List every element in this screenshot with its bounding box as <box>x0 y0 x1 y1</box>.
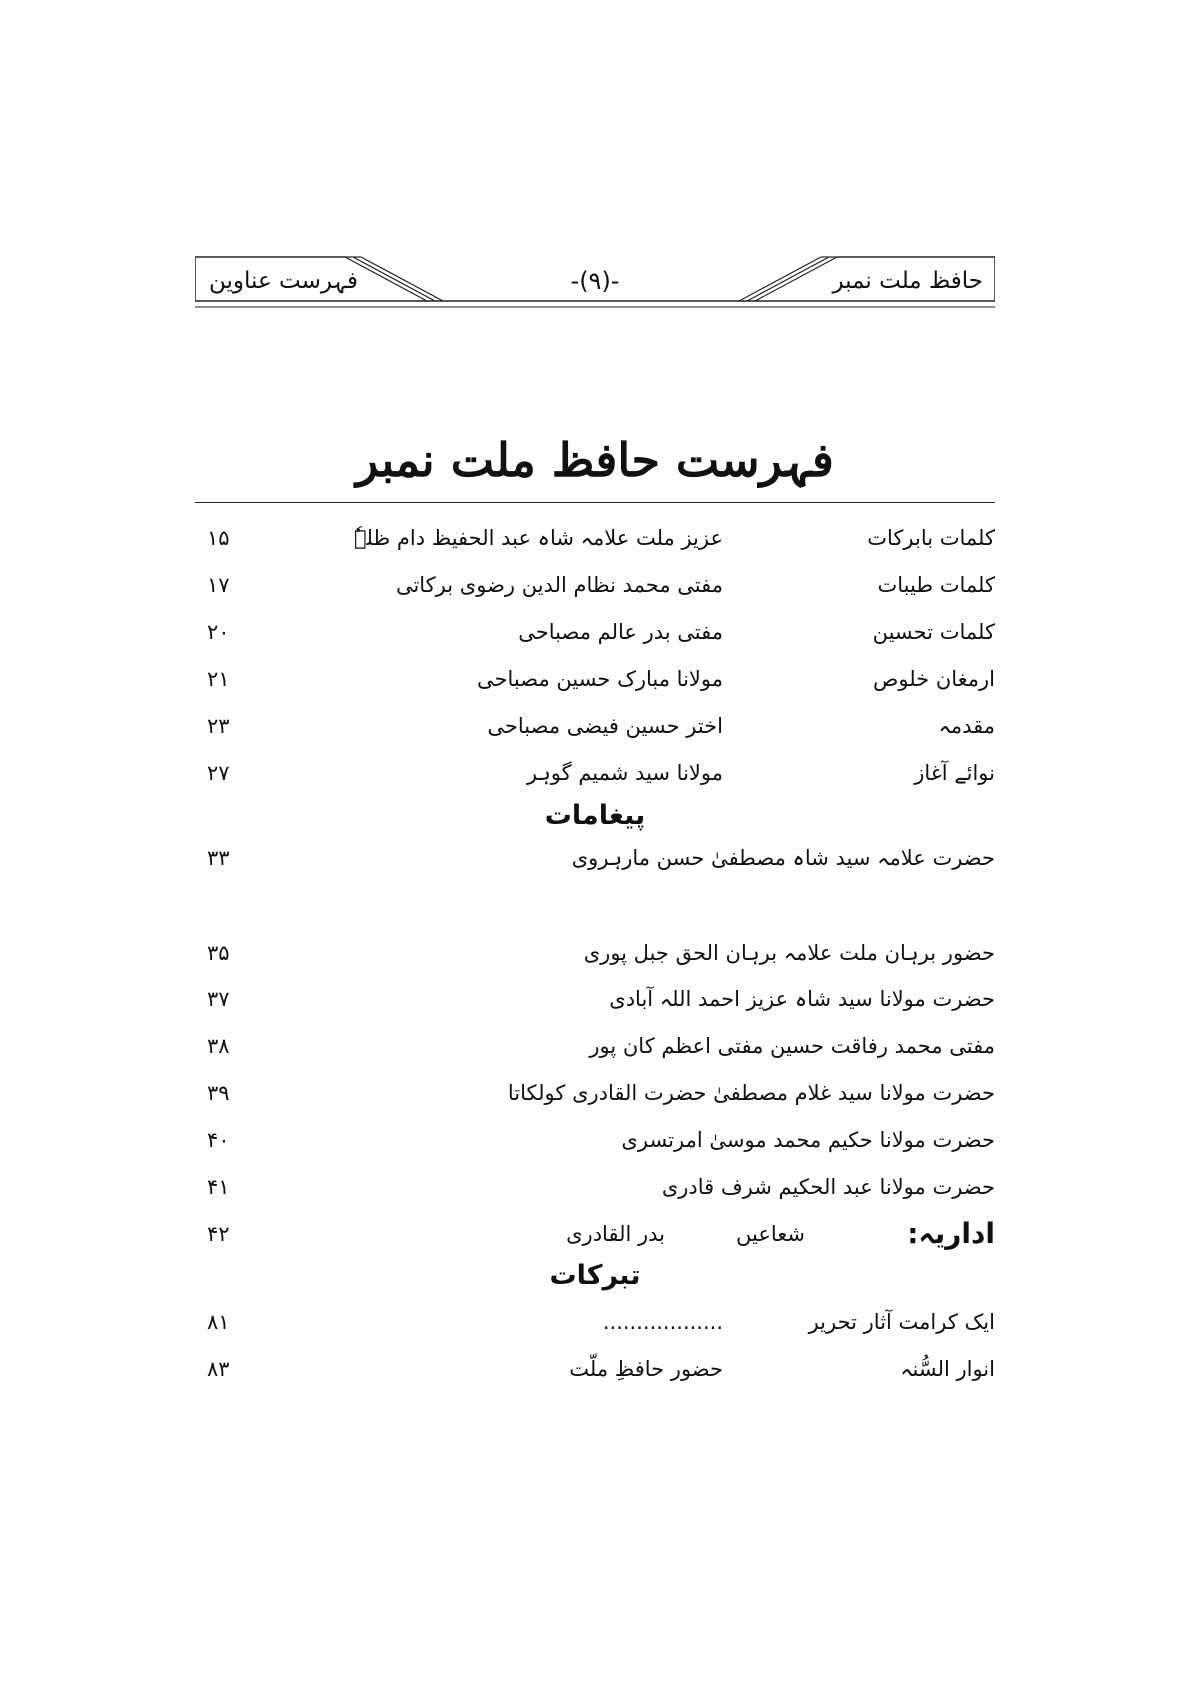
header-page-number: -(۹)- <box>570 267 620 295</box>
page-title: فہرست حافظ ملت نمبر <box>356 433 834 487</box>
idaria-title: شعاعیں <box>736 1222 805 1246</box>
toc-row <box>195 565 995 605</box>
idaria-label: اداریہ: <box>907 1217 995 1250</box>
toc-page-number: ۴۰ <box>207 1128 230 1152</box>
toc-title: حضرت مولانا عبد الحکیم شرف قادری <box>661 1175 995 1199</box>
toc-row <box>195 1073 995 1113</box>
toc-title: ایک کرامت آثار تحریر <box>808 1310 995 1334</box>
toc-page-number: ۳۹ <box>207 1081 230 1105</box>
toc-author: مولانا سید شمیم گوہر <box>526 761 723 785</box>
running-header <box>195 255 995 311</box>
toc-page-number: ۴۲ <box>207 1222 230 1246</box>
toc-title: انوار السُّنہ <box>900 1357 995 1381</box>
toc-page-number: ۳۷ <box>207 987 230 1011</box>
toc-author: مولانا مبارک حسین مصباحی <box>477 667 723 691</box>
toc-author: مفتی محمد نظام الدین رضوی برکاتی <box>395 573 723 597</box>
toc-row <box>195 659 995 699</box>
toc-row <box>195 1302 995 1342</box>
toc-row <box>195 933 995 973</box>
toc-row <box>195 838 995 878</box>
toc-row <box>195 1167 995 1207</box>
toc-page-number: ۲۱ <box>207 667 230 691</box>
header-journal-title: حافظ ملت نمبر <box>832 268 983 294</box>
toc-title: حضرت علامہ سید شاہ مصطفیٰ حسن مارہروی <box>571 846 995 870</box>
toc-title: ارمغان خلوص <box>872 667 995 691</box>
toc-row <box>195 1349 995 1389</box>
toc-page-number: ۳۸ <box>207 1034 230 1058</box>
section-heading-tabarrukat: تبرکات <box>549 1260 641 1291</box>
toc-title: حضرت مولانا سید غلام مصطفیٰ حضرت القادری کولکاتا <box>507 1081 995 1105</box>
toc-title: حضرت مولانا سید شاہ عزیز احمد اللہ آبادی <box>609 987 995 1011</box>
toc-page-number: ۸۱ <box>207 1310 230 1334</box>
toc-page-number: ۲۰ <box>207 620 230 644</box>
section-heading-paighamat: پیغامات <box>544 800 646 831</box>
toc-title: حضرت مولانا حکیم محمد موسیٰ امرتسری <box>621 1128 995 1152</box>
toc-author: حضور حافظِ ملّت <box>569 1357 723 1381</box>
toc-page-number: ۲۳ <box>207 714 230 738</box>
toc-row <box>195 706 995 746</box>
header-section-title: فہرست عناوین <box>209 268 359 294</box>
toc-row <box>195 1120 995 1160</box>
toc-author: مفتی بدر عالم مصباحی <box>518 620 723 644</box>
toc-page-number: ۲۷ <box>207 761 230 785</box>
idaria-author: بدر القادری <box>566 1222 665 1246</box>
toc-author: اختر حسین فیضی مصباحی <box>487 714 723 738</box>
toc-title: حضور برہان ملت علامہ برہان الحق جبل پوری <box>583 941 995 965</box>
title-rule <box>195 502 995 503</box>
toc-page-number: ۳۵ <box>207 941 230 965</box>
toc-page-number: ۱۷ <box>207 573 230 597</box>
toc-row <box>195 753 995 793</box>
toc-title: مقدمہ <box>938 714 995 738</box>
toc-page-number: ۸۳ <box>207 1357 230 1381</box>
toc-row <box>195 1026 995 1066</box>
toc-title: کلمات تحسین <box>872 620 995 644</box>
toc-title: کلمات بابرکات <box>867 526 995 550</box>
toc-title: مفتی محمد رفاقت حسین مفتی اعظم کان پور <box>589 1034 995 1058</box>
toc-row <box>195 979 995 1019</box>
toc-author: عزیز ملت علامہ شاہ عبد الحفیظ دام ظلہٗ <box>353 526 723 550</box>
toc-page-number: ۴۱ <box>207 1175 230 1199</box>
toc-page-number: ۳۳ <box>207 846 230 870</box>
toc-row <box>195 518 995 558</box>
toc-title: کلمات طیبات <box>877 573 995 597</box>
toc-row <box>195 612 995 652</box>
toc-page-number: ۱۵ <box>207 526 230 550</box>
toc-title: نوائے آغاز <box>914 761 995 785</box>
toc-author: .................. <box>602 1310 723 1334</box>
idaria-row <box>195 1214 995 1254</box>
